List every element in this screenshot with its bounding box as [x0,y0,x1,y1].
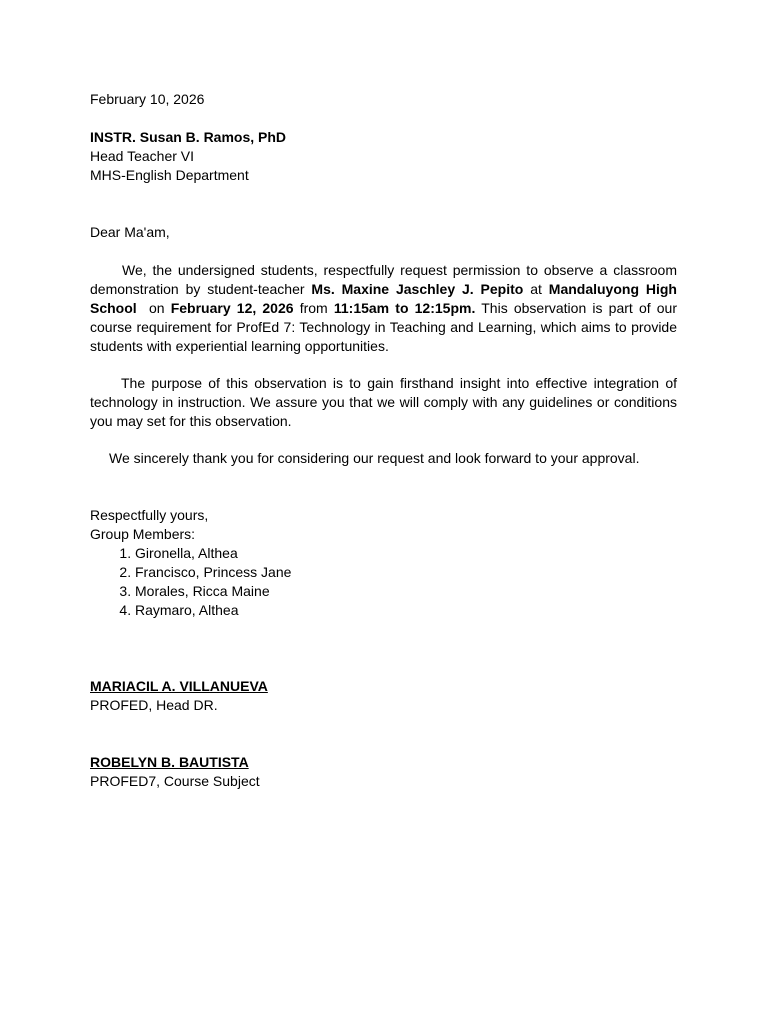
recipient-department: MHS-English Department [90,167,249,183]
paragraph-text: at [523,281,549,297]
letter-date: February 10, 2026 [90,91,205,107]
list-item: 1. Gironella, Althea [135,544,677,563]
signatory-title: PROFED7, Course Subject [90,773,260,789]
members-label: Group Members: [90,526,196,542]
student-teacher-name: Ms. Maxine Jaschley J. Pepito [311,281,524,297]
members-list [90,544,677,620]
closing: Respectfully yours, [90,507,209,523]
signatory-name: MARIACIL A. VILLANUEVA [90,678,268,694]
observation-time: 11:15am to 12:15pm. [333,300,476,316]
signatory-block [90,753,677,791]
paragraph-text: from [293,300,334,316]
signatory-name: ROBELYN B. BAUTISTA [90,754,249,770]
school-name: Mandaluyong High School [90,281,677,316]
list-item: 4. Raymaro, Althea [135,601,677,620]
paragraph-text: We, the undersigned students, respectfully request permission to observe a classroom demonstration by student-teacher [90,262,677,297]
signatory-block [90,677,677,715]
body-paragraph-thanks: We sincerely thank you for considering our request and look forward to your approval. [109,450,640,466]
signatory-title: PROFED, Head DR. [90,697,218,713]
observation-date: February 12, 2026 [170,300,294,316]
recipient-position: Head Teacher VI [90,148,195,164]
list-item: 3. Morales, Ricca Maine [135,582,677,601]
paragraph-text: on [136,300,171,316]
letter-page [90,90,677,791]
body-paragraph-request [90,261,677,356]
list-item: 2. Francisco, Princess Jane [135,563,677,582]
body-paragraph-purpose: The purpose of this observation is to gain firsthand insight into effective integration of technology in instruction. We assure you that we will comply with any guidelines or conditions you may set for this observation. [90,375,677,429]
recipient-name: INSTR. Susan B. Ramos, PhD [90,129,287,145]
recipient-block [90,128,677,185]
salutation: Dear Ma'am, [90,224,170,240]
paragraph-text: This observation is part of our course requirement for ProfEd 7: Technology in Teaching and Learning, which aims to provide students with experiential learning opportunities. [90,300,678,354]
